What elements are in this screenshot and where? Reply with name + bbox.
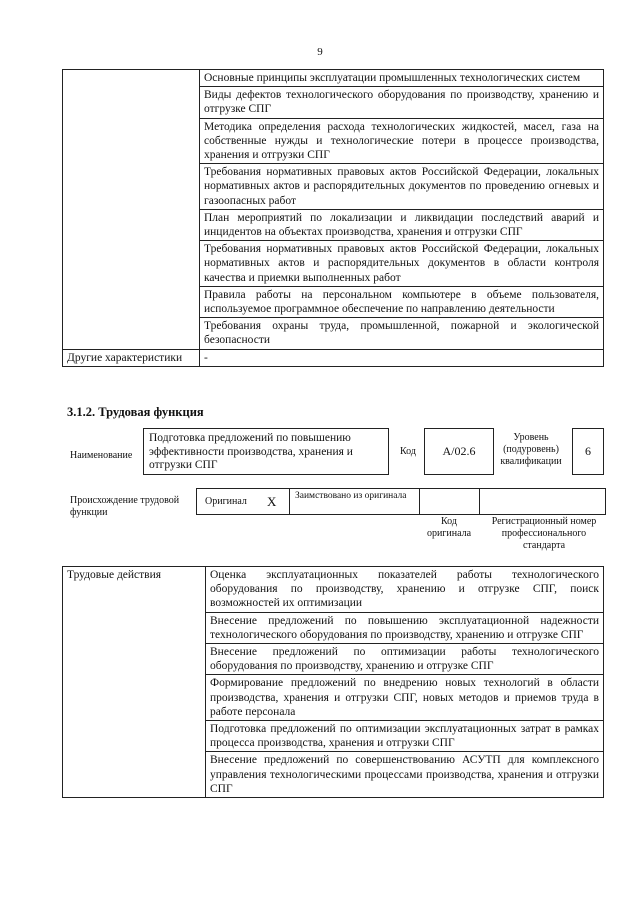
labour-action-item: Внесение предложений по оптимизации работы технологического оборудования по производству, хранению и отгрузке СПГ	[206, 644, 604, 675]
knowledge-item: Виды дефектов технологического оборудования по производству, хранению и отгрузке СПГ	[200, 87, 604, 118]
divider	[289, 489, 290, 514]
table-row	[63, 567, 604, 613]
origin-label: Происхождение трудовой функции	[70, 495, 180, 518]
knowledge-item: Правила работы на персональном компьютере в объеме пользователя, используемое программное обеспечение по направлению деятельности	[200, 286, 604, 317]
labour-action-item: Оценка эксплуатационных показателей работы технологического оборудования по производству, хранению и отгрузке СПГ, поиск возможностей их оптимизации	[206, 567, 604, 613]
code-original-caption: Код оригинала	[426, 516, 472, 539]
other-characteristics-label: Другие характеристики	[63, 349, 200, 366]
knowledge-item: Требования охраны труда, промышленной, пожарной и экологической безопасности	[200, 318, 604, 349]
labour-action-item: Формирование предложений по внедрению новых технологий в области производства, хранения и отгрузки СПГ, новых методов и приемов труда в работе персонала	[206, 675, 604, 721]
table-row	[63, 349, 604, 366]
divider	[479, 489, 480, 514]
level-value: 6	[572, 428, 604, 475]
knowledge-item: Требования нормативных правовых актов Российской Федерации, локальных нормативных актов и распорядительных документов по проведению огневых и газоопасных работ	[200, 164, 604, 210]
name-box	[143, 428, 389, 475]
other-characteristics-value: -	[200, 349, 604, 366]
labour-actions-label: Трудовые действия	[63, 567, 206, 798]
labour-action-item: Внесение предложений по совершенствованию АСУТП для комплексного управления технологическими процессами производства, хранения и отгрузки СПГ	[206, 752, 604, 798]
table-row	[63, 70, 604, 87]
origin-box	[196, 488, 606, 515]
code-label: Код	[400, 446, 416, 457]
labour-action-item: Подготовка предложений по оптимизации эксплуатационных затрат в рамках процесса производства, хранения и отгрузки СПГ	[206, 721, 604, 752]
knowledge-item: Требования нормативных правовых актов Российской Федерации, локальных нормативных актов и распорядительных документов в области контроля качества и приемки выполненных работ	[200, 241, 604, 287]
level-label: Уровень (подуровень) квалификации	[500, 432, 562, 467]
name-label: Наименование	[70, 450, 133, 461]
labour-actions-table	[62, 566, 604, 798]
knowledge-item: Методика определения расхода технологических жидкостей, масел, газа на собственные нужды и технологические потери в процессе производства, хранения и отгрузки СПГ	[200, 118, 604, 164]
reg-number-caption: Регистрационный номер профессионального стандарта	[491, 516, 597, 551]
knowledge-table	[62, 69, 604, 367]
borrowed-label: Заимствовано из оригинала	[295, 491, 407, 501]
page-number: 9	[317, 46, 323, 58]
original-label: Оригинал	[205, 496, 247, 507]
labour-action-item: Внесение предложений по повышению эксплуатационной надежности технологического оборудования по производству, хранению и отгрузке СПГ	[206, 612, 604, 643]
section-title: 3.1.2. Трудовая функция	[67, 405, 204, 419]
knowledge-item: План мероприятий по локализации и ликвидации последствий аварий и инцидентов на объектах производства, хранения и отгрузки СПГ	[200, 209, 604, 240]
code-value: A/02.6	[424, 428, 494, 475]
divider	[419, 489, 420, 514]
function-name: Подготовка предложений по повышению эффективности производства, хранения и отгрузки СПГ	[149, 432, 353, 471]
knowledge-label-cell	[63, 70, 200, 350]
knowledge-item: Основные принципы эксплуатации промышленных технологических систем	[200, 70, 604, 87]
original-mark: X	[267, 494, 277, 509]
